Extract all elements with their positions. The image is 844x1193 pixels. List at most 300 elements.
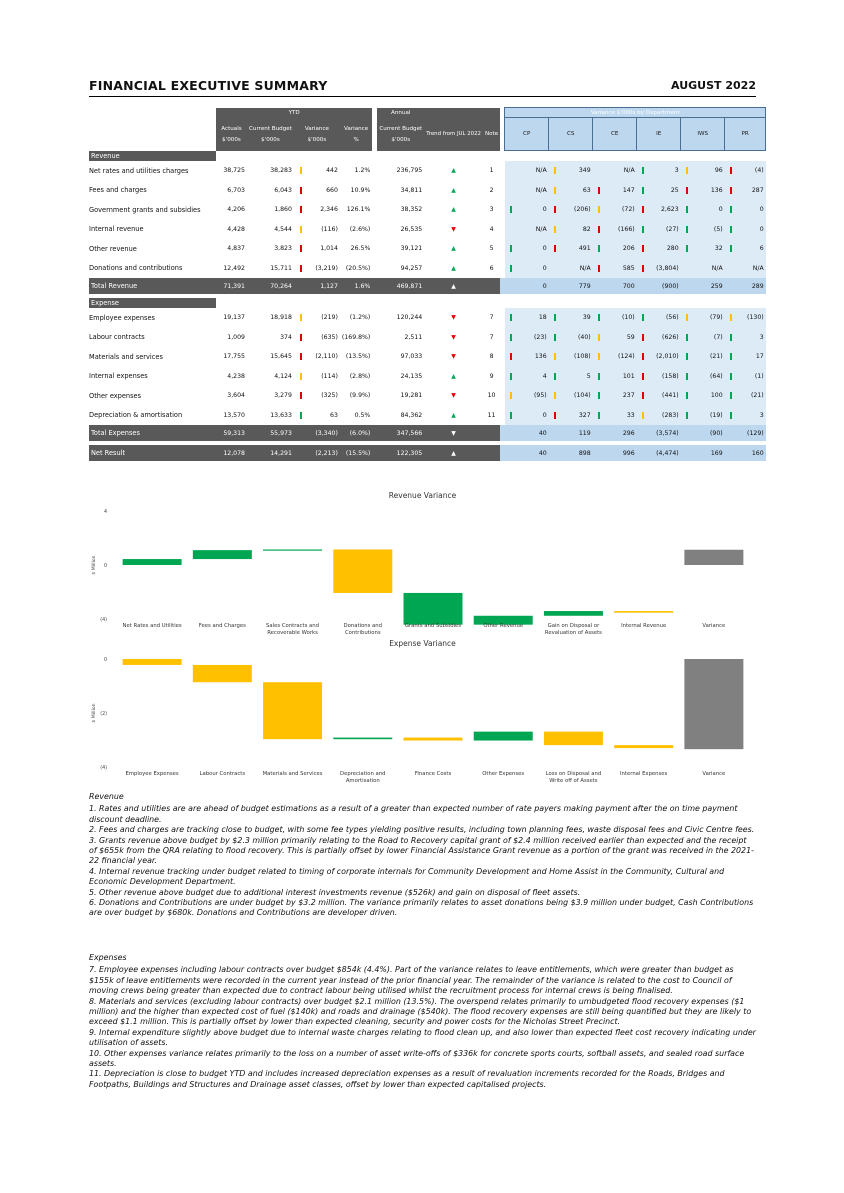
revenue-chart-title: Revenue Variance (388, 491, 457, 500)
table-row (89, 406, 766, 426)
dept-variance-value: 700 (593, 278, 637, 294)
dept-variance-value: 287 (725, 181, 766, 201)
annual-budget-value: 34,811 (400, 186, 423, 194)
dept-variance-value: 0 (505, 200, 549, 220)
annual-budget-value: 19,281 (400, 392, 423, 400)
dept-variance-value: (64) (681, 367, 725, 387)
x-category-label: Materials and Services (262, 771, 323, 777)
rag-amber-icon (642, 412, 645, 419)
dept-variance-value: (108) (549, 347, 593, 367)
col-dept-ce: CE (593, 118, 637, 151)
note-item: 3. Grants revenue above budget by $2.3 million primarily relating to the Road to Recovery capital grant of $2.4 million received earlier than expected and the receipt of $655k from the QRA relating to flood recovery. This is partially offset by lower Financial Assistance Grant revenue as a portion of the grant was received in the 2021-22 financial year. (89, 835, 754, 866)
y-axis-label: $ Million (92, 555, 97, 575)
note-item: 8. Materials and services (excluding labour contracts) over budget $2.1 million (13.5%). The overspend relates primarily to umbudgeted flood recovery expenses ($1 million) and the higher than expected cost of fuel ($140k) and roads and drainage ($540k). The flood recovery expenses are still being quantified but they are likely to exceed $1.1 million. This is partially offset by lower than expected cleaning, security and power costs for the Nicholas Street Precinct. (89, 996, 752, 1027)
col-dept-iws: IWS (681, 118, 725, 151)
dept-variance-value: (79) (681, 308, 725, 328)
actuals-value: 12,078 (216, 445, 247, 461)
page-title: FINANCIAL EXECUTIVE SUMMARY (89, 78, 328, 93)
actuals-value: 13,570 (223, 411, 245, 419)
variance-pct-value: (6.0%) (340, 425, 372, 441)
rag-green-icon (730, 392, 733, 399)
rag-green-icon (510, 373, 513, 380)
x-category-label: Other Expenses (482, 771, 525, 777)
table-row (89, 347, 766, 367)
expense-section-label: Expense (89, 298, 216, 308)
dept-variance-value: 6 (725, 239, 766, 259)
x-category-label: Internal Revenue (621, 623, 667, 629)
rag-amber-icon (686, 314, 689, 321)
rag-amber-icon (510, 392, 513, 399)
dept-variance-value: (3,574) (637, 425, 681, 441)
dept-variance-value: (19) (681, 406, 725, 426)
rag-red-icon (300, 245, 303, 252)
dept-variance-value: 136 (505, 347, 549, 367)
rag-green-icon (598, 412, 601, 419)
annual-budget-value: 84,362 (400, 411, 423, 419)
expense-notes-heading: Expenses (89, 953, 127, 962)
rag-green-icon (730, 206, 733, 213)
row-label: Donations and contributions (89, 264, 183, 273)
annual-budget-value: 94,257 (400, 264, 423, 272)
rag-red-icon (642, 353, 645, 360)
rag-red-icon (300, 265, 303, 272)
rag-green-icon (642, 187, 645, 194)
dept-variance-value: (5) (681, 220, 725, 240)
rag-red-icon (642, 392, 645, 399)
rag-amber-icon (300, 167, 303, 174)
row-label: Internal revenue (89, 225, 144, 234)
rag-amber-icon (300, 226, 303, 233)
expense-notes (89, 953, 756, 1090)
x-category-label: Other Revenue (483, 623, 524, 629)
variance-value: (3,219) (294, 259, 340, 279)
x-category-label: Loss on Disposal and Write off of Assets (545, 771, 602, 784)
waterfall-bar (123, 659, 182, 665)
actuals-value: 59,313 (216, 425, 247, 441)
rag-green-icon (730, 373, 733, 380)
rag-red-icon (598, 187, 601, 194)
row-label: Other revenue (89, 244, 137, 253)
dept-variance-value: 0 (505, 278, 549, 294)
dept-variance-value: N/A (681, 259, 725, 279)
variance-value: (635) (294, 328, 340, 348)
variance-value: 63 (294, 406, 340, 426)
annual-budget-value: 97,033 (400, 353, 423, 361)
rag-green-icon (510, 314, 513, 321)
dept-variance-value: 40 (505, 425, 549, 441)
col-budget: Current Budget $'000s (247, 118, 294, 151)
annual-budget-value: 347,566 (377, 425, 424, 441)
table-row (89, 200, 766, 220)
dept-variance-value: 40 (505, 445, 549, 461)
rag-green-icon (730, 245, 733, 252)
actuals-value: 4,238 (227, 372, 245, 380)
dept-variance-value: (206) (549, 200, 593, 220)
ytd-group-header: YTD (216, 108, 372, 118)
note-ref: 9 (489, 372, 494, 380)
rag-red-icon (642, 373, 645, 380)
annual-budget-value: 38,352 (400, 206, 423, 214)
note-item: 11. Depreciation is close to budget YTD and includes increased depreciation expenses as a result of revaluation increments recorded for the Roads, Bridges and Footpaths, Buildings and Structures and Drainage asset classes, offset by lower than expected capitalised projects. (89, 1069, 725, 1089)
annual-budget-value: 2,511 (404, 333, 423, 341)
rag-green-icon (510, 206, 513, 213)
rag-green-icon (686, 373, 689, 380)
rag-red-icon (598, 226, 601, 233)
note-item: 2. Fees and charges are tracking close to budget, with some fee types yielding positive results, including town planning fees, waste disposal fees and Civic Centre fees. (89, 825, 755, 835)
variance-value: (219) (294, 308, 340, 328)
dept-variance-value: N/A (505, 220, 549, 240)
waterfall-bar (474, 732, 533, 741)
dept-variance-value: 289 (725, 278, 766, 294)
dept-variance-value: N/A (505, 181, 549, 201)
x-category-label: Gain on Disposal or Revaluation of Assets (544, 623, 602, 636)
row-label: Internal expenses (89, 372, 148, 381)
budget-value: 55,973 (247, 425, 294, 441)
rag-amber-icon (598, 353, 601, 360)
trend-up-icon: ▲ (424, 278, 483, 294)
x-category-label: Internal Expenses (619, 771, 668, 777)
note-ref: 8 (489, 353, 494, 361)
note-item: 7. Employee expenses including labour contracts over budget $854k (4.4%). Part of the variance relates to leave entitlements, which were greater than budget as $155k of leave entitlements were recorded in the current year instead of the prior financial year. The remainder of the variance is related to the cost to Council of moving crews being greater than expected due to contract labour being utilised whilst the recruitment process for internal crews is being finalised. (89, 965, 734, 996)
dept-variance-value: (166) (593, 220, 637, 240)
rag-red-icon (300, 206, 303, 213)
expense-variance-chart (89, 649, 756, 789)
rag-red-icon (510, 353, 513, 360)
revenue-variance-chart (89, 501, 756, 641)
dept-variance-value: 779 (549, 278, 593, 294)
dept-variance-value: (23) (505, 328, 549, 348)
blank (483, 425, 500, 441)
rag-red-icon (642, 206, 645, 213)
budget-value: 70,264 (247, 278, 294, 294)
variance-pct-value: 1.2% (354, 167, 371, 175)
y-tick-label: 0 (103, 658, 107, 663)
col-dept-ie: IE (637, 118, 681, 151)
rag-green-icon (642, 226, 645, 233)
revenue-notes-heading: Revenue (89, 792, 124, 801)
rag-green-icon (686, 206, 689, 213)
dept-variance-value: 4 (505, 367, 549, 387)
blank (483, 278, 500, 294)
variance-value: 1,127 (294, 278, 340, 294)
annual-budget-value: 24,135 (400, 372, 423, 380)
trend-up-icon: ▲ (424, 445, 483, 461)
rag-red-icon (730, 187, 733, 194)
rag-green-icon (686, 334, 689, 341)
variance-value: (114) (294, 367, 340, 387)
dept-variance-value: (129) (725, 425, 766, 441)
trend-down-icon: ▼ (451, 314, 456, 322)
actuals-value: 3,604 (227, 392, 245, 400)
table-row (89, 220, 766, 240)
actuals-value: 1,009 (227, 333, 245, 341)
dept-variance-value: (3,804) (637, 259, 681, 279)
x-category-label: Sales Contracts and Recoverable Works (266, 623, 320, 636)
budget-value: 38,283 (270, 167, 292, 175)
dept-variance-value: 33 (593, 406, 637, 426)
dept-variance-value: 17 (725, 347, 766, 367)
row-label: Other expenses (89, 391, 142, 400)
budget-value: 18,918 (270, 314, 292, 322)
note-ref: 4 (489, 225, 494, 233)
dept-variance-value: 18 (505, 308, 549, 328)
rag-green-icon (686, 245, 689, 252)
waterfall-bar (614, 745, 673, 748)
rag-red-icon (300, 187, 303, 194)
annual-budget-value: 120,244 (396, 314, 423, 322)
trend-down-icon: ▼ (451, 225, 456, 233)
variance-pct-value: 0.5% (354, 411, 371, 419)
waterfall-bar (684, 659, 743, 749)
waterfall-bar (544, 611, 603, 616)
actuals-value: 19,137 (223, 314, 245, 322)
rag-red-icon (300, 353, 303, 360)
budget-value: 6,043 (274, 186, 292, 194)
rag-green-icon (300, 412, 303, 419)
waterfall-bar (684, 550, 743, 565)
variance-value: (3,340) (294, 425, 340, 441)
trend-down-icon: ▼ (424, 425, 483, 441)
rag-green-icon (510, 265, 513, 272)
x-category-label: Donations and Contributions (343, 623, 382, 636)
rag-green-icon (598, 392, 601, 399)
waterfall-bar (193, 550, 252, 559)
col-annual-budget: Current Budget $'000s (377, 118, 424, 151)
rag-green-icon (730, 353, 733, 360)
y-tick-label: 0 (103, 564, 107, 569)
rag-amber-icon (598, 206, 601, 213)
variance-value: 660 (294, 181, 340, 201)
variance-value: (325) (294, 386, 340, 406)
variance-pct-value: (169.8%) (341, 333, 371, 341)
row-label: Fees and charges (89, 186, 147, 195)
rag-green-icon (598, 373, 601, 380)
rag-green-icon (598, 245, 601, 252)
rag-red-icon (730, 167, 733, 174)
budget-value: 3,823 (274, 245, 292, 253)
blank (483, 445, 500, 461)
dept-variance-value: 3 (725, 328, 766, 348)
rag-green-icon (686, 226, 689, 233)
dept-variance-value: (124) (593, 347, 637, 367)
note-item: 6. Donations and Contributions are under budget by $3.2 million. The variance primarily relates to asset donations being $3.9 million under budget, Cash Contributions are over budget by $680k. Donations and Contributions are developer driven. (89, 898, 754, 918)
variance-value: (2,213) (294, 445, 340, 461)
dept-variance-value: 101 (593, 367, 637, 387)
waterfall-bar (614, 611, 673, 613)
col-dept-pr: PR (725, 118, 766, 151)
note-item: 1. Rates and utilities are are ahead of budget estimations as a result of a greater than expected number of rate payers making payment after the on time payment discount deadline. (89, 804, 738, 824)
note-item: 5. Other revenue above budget due to additional interest investments revenue ($526k) and gain on disposal of fleet assets. (89, 887, 581, 897)
budget-value: 4,124 (274, 372, 292, 380)
waterfall-bar (333, 549, 392, 592)
note-item: 9. Internal expenditure slightly above budget due to internal waste charges relating to flood clean up, and also lower than expected fleet cost recovery indicating under utilisation of assets. (89, 1027, 756, 1048)
col-actuals: Actuals $'000s (216, 118, 247, 151)
variance-pct-value: (15.5%) (340, 445, 372, 461)
waterfall-bar (333, 738, 392, 740)
dept-variance-value: 3 (637, 161, 681, 181)
rag-red-icon (598, 265, 601, 272)
note-ref: 6 (489, 264, 494, 272)
dept-variance-value: 296 (593, 425, 637, 441)
dept-variance-value: 898 (549, 445, 593, 461)
waterfall-bar (544, 732, 603, 746)
note-ref: 1 (489, 167, 494, 175)
rag-amber-icon (598, 334, 601, 341)
dept-variance-value: (2,010) (637, 347, 681, 367)
actuals-value: 4,837 (227, 245, 245, 253)
dept-variance-value: (95) (505, 386, 549, 406)
y-tick-label: 4 (103, 510, 107, 515)
budget-value: 13,633 (270, 411, 292, 419)
rag-green-icon (510, 412, 513, 419)
annual-budget-value: 26,535 (400, 225, 423, 233)
dept-variance-value: 59 (593, 328, 637, 348)
dept-variance-value: (40) (549, 328, 593, 348)
rag-amber-icon (554, 353, 557, 360)
report-month: AUGUST 2022 (671, 79, 756, 92)
rag-red-icon (300, 334, 303, 341)
rag-amber-icon (554, 167, 557, 174)
table-row (89, 259, 766, 279)
rag-red-icon (300, 392, 303, 399)
trend-up-icon: ▲ (451, 245, 456, 253)
rag-green-icon (730, 226, 733, 233)
rag-amber-icon (554, 226, 557, 233)
note-item: 10. Other expenses variance relates primarily to the loss on a number of asset write-offs of $336k for concrete sports courts, softball assets, and sealed road surface assets. (89, 1048, 745, 1069)
budget-value: 15,711 (270, 264, 292, 272)
rag-green-icon (686, 392, 689, 399)
dept-variance-value: 5 (549, 367, 593, 387)
total-revenue-row (89, 278, 766, 294)
variance-pct-value: 10.9% (350, 186, 371, 194)
rag-amber-icon (730, 314, 733, 321)
note-ref: 11 (487, 411, 496, 419)
x-category-label: Grants and Subsidies (404, 623, 462, 629)
note-ref: 3 (489, 206, 494, 214)
rag-green-icon (510, 334, 513, 341)
dept-variance-value: (1) (725, 367, 766, 387)
dept-variance-value: 147 (593, 181, 637, 201)
y-tick-label: (2) (100, 712, 107, 717)
variance-value: 1,014 (294, 239, 340, 259)
trend-up-icon: ▲ (451, 186, 456, 194)
rag-green-icon (598, 314, 601, 321)
dept-variance-value: 0 (725, 200, 766, 220)
waterfall-bar (263, 682, 322, 739)
dept-variance-value: (283) (637, 406, 681, 426)
dept-variance-value: (72) (593, 200, 637, 220)
blank (424, 108, 500, 118)
variance-pct-value: (20.5%) (345, 264, 371, 272)
dept-variance-value: (27) (637, 220, 681, 240)
trend-up-icon: ▲ (451, 206, 456, 214)
variance-pct-value: 26.5% (350, 245, 371, 253)
dept-variance-value: (130) (725, 308, 766, 328)
waterfall-bar (404, 738, 463, 741)
dept-group-header: Variance $'000s by Department (505, 108, 766, 118)
dept-variance-value: (56) (637, 308, 681, 328)
dept-variance-value: (7) (681, 328, 725, 348)
x-category-label: Fees and Charges (198, 623, 246, 629)
actuals-value: 4,206 (227, 206, 245, 214)
note-ref: 7 (489, 314, 494, 322)
table-row (89, 308, 766, 328)
rag-amber-icon (554, 392, 557, 399)
dept-variance-value: 206 (593, 239, 637, 259)
row-label: Depreciation & amortisation (89, 411, 183, 420)
rag-red-icon (554, 412, 557, 419)
actuals-value: 71,391 (216, 278, 247, 294)
row-label: Net Result (89, 445, 216, 461)
expense-chart-title: Expense Variance (389, 639, 456, 648)
rag-green-icon (686, 353, 689, 360)
row-label: Net rates and utilities charges (89, 166, 189, 175)
annual-budget-value: 236,795 (396, 167, 423, 175)
dept-variance-value: 39 (549, 308, 593, 328)
col-dept-cp: CP (505, 118, 549, 151)
financial-summary-table (89, 107, 766, 461)
budget-value: 1,860 (274, 206, 292, 214)
dept-variance-value: N/A (505, 161, 549, 181)
rag-green-icon (686, 412, 689, 419)
trend-up-icon: ▲ (451, 411, 456, 419)
dept-variance-value: 585 (593, 259, 637, 279)
dept-variance-value: 100 (681, 386, 725, 406)
y-tick-label: (4) (100, 618, 107, 623)
dept-variance-value: (626) (637, 328, 681, 348)
rag-green-icon (554, 334, 557, 341)
revenue-section-label: Revenue (89, 151, 216, 162)
trend-up-icon: ▲ (451, 167, 456, 175)
dept-variance-value: 0 (505, 259, 549, 279)
x-category-label: Depreciation and Amortisation (340, 771, 386, 784)
dept-variance-value: 2,623 (637, 200, 681, 220)
row-label: Materials and services (89, 352, 163, 361)
actuals-value: 12,492 (223, 264, 245, 272)
blank (89, 108, 216, 118)
x-category-label: Employee Expenses (125, 771, 179, 777)
variance-pct-value: (2.8%) (349, 372, 371, 380)
blank (216, 151, 766, 162)
rag-green-icon (642, 167, 645, 174)
rag-amber-icon (300, 373, 303, 380)
variance-pct-value: (13.5%) (345, 353, 371, 361)
budget-value: 3,279 (274, 392, 292, 400)
rag-red-icon (554, 245, 557, 252)
budget-value: 374 (280, 333, 292, 341)
dept-variance-value: 0 (505, 406, 549, 426)
revenue-notes (89, 792, 756, 919)
dept-variance-value: 349 (549, 161, 593, 181)
col-note: Note (483, 118, 500, 151)
dept-variance-value: 32 (681, 239, 725, 259)
dept-variance-value: 96 (681, 161, 725, 181)
table-row (89, 328, 766, 348)
net-result-row (89, 445, 766, 461)
row-label: Total Expenses (89, 425, 216, 441)
rag-amber-icon (554, 187, 557, 194)
dept-variance-value: 0 (505, 239, 549, 259)
variance-pct-value: 126.1% (346, 206, 371, 214)
x-category-label: Labour Contracts (199, 771, 246, 777)
trend-up-icon: ▲ (451, 372, 456, 380)
dept-variance-value: 491 (549, 239, 593, 259)
note-ref: 5 (489, 245, 494, 253)
dept-variance-value: 136 (681, 181, 725, 201)
waterfall-bar (123, 559, 182, 565)
budget-value: 14,291 (247, 445, 294, 461)
dept-variance-value: 327 (549, 406, 593, 426)
